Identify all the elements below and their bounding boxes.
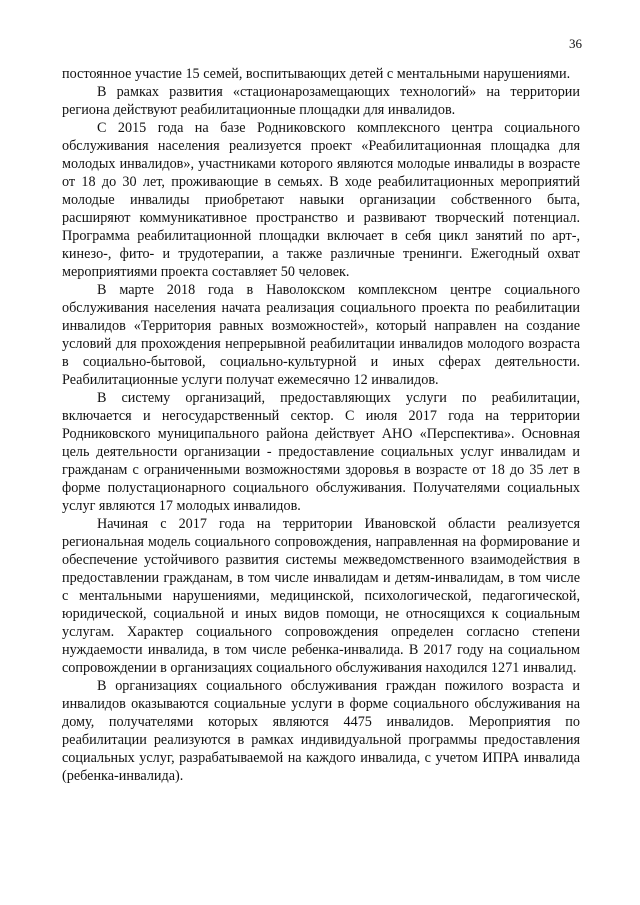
body-text [62,65,580,785]
paragraph-rodniki-project: С 2015 года на базе Родниковского комплексного центра социального обслуживания населения реализуется проект «Реабилитационная площадка для молодых инвалидов», участниками которого являются молодые инвалиды в возрасте от 18 до 30 лет, проживающие в семьях. В ходе реабилитационных мероприятий молодые инвалиды приобретают навыки организации собственного быта, расширяют коммуникативное пространство и развивают творческий потенциал. Программа реабилитационной площадки включает в себя цикл занятий по арт-, кинезо-, фито- и трудотерапии, а также различные тренинги. Ежегодный охват мероприятиями проекта составляет 50 человек. [62,120,580,280]
paragraph-continuation: постоянное участие 15 семей, воспитывающих детей с ментальными нарушениями. [62,66,571,82]
paragraph-navoloki-project: В марте 2018 года в Наволокском комплексном центре социального обслуживания населения начата реализация социального проекта по реабилитации инвалидов «Территория равных возможностей», который направлен на создание условий для прохождения непрерывной реабилитации инвалидов молодого возраста в социально-бытовой, социально-культурной и иных сферах деятельности. Реабилитационные услуги получат ежемесячно 12 инвалидов. [62,282,580,388]
paragraph-home-services: В организациях социального обслуживания граждан пожилого возраста и инвалидов оказываются социальные услуги в форме социального обслуживания на дому, получателями которых являются 4475 инвалидов. Мероприятия по реабилитации реализуются в рамках индивидуальной программы предоставления социальных услуг, разрабатываемой на каждого инвалида, с учетом ИПРА инвалида (ребенка-инвалида). [62,678,580,784]
paragraph-non-state-sector: В систему организаций, предоставляющих услуги по реабилитации, включается и негосударственный сектор. С июля 2017 года на территории Родниковского муниципального района действует АНО «Перспектива». Основная цель деятельности организации - предоставление социальных услуг инвалидам и гражданам с ограниченными возможностями здоровья в возрасте от 18 до 35 лет в форме полустационарного социального обслуживания. Получателями социальных услуг являются 17 молодых инвалидов. [62,390,580,514]
paragraph-social-support-model: Начиная с 2017 года на территории Ивановской области реализуется региональная модель социального сопровождения, направленная на формирование и обеспечение устойчивого развития системы межведомственного взаимодействия в предоставлении гражданам, в том числе инвалидам и детям-инвалидам, в том числе с ментальными нарушениями, медицинской, психологической, педагогической, юридической, социальной и иных видов помощи, не относящихся к социальным услугам. Характер социального сопровождения определен согласно степени нуждаемости инвалида, в том числе ребенка-инвалида. В 2017 году на социальном сопровождении в организациях социального обслуживания находился 1271 инвалид. [62,516,580,676]
paragraph-rehab-sites: В рамках развития «стационарозамещающих технологий» на территории региона действуют реабилитационные площадки для инвалидов. [62,84,580,118]
page-number: 36 [569,36,582,51]
